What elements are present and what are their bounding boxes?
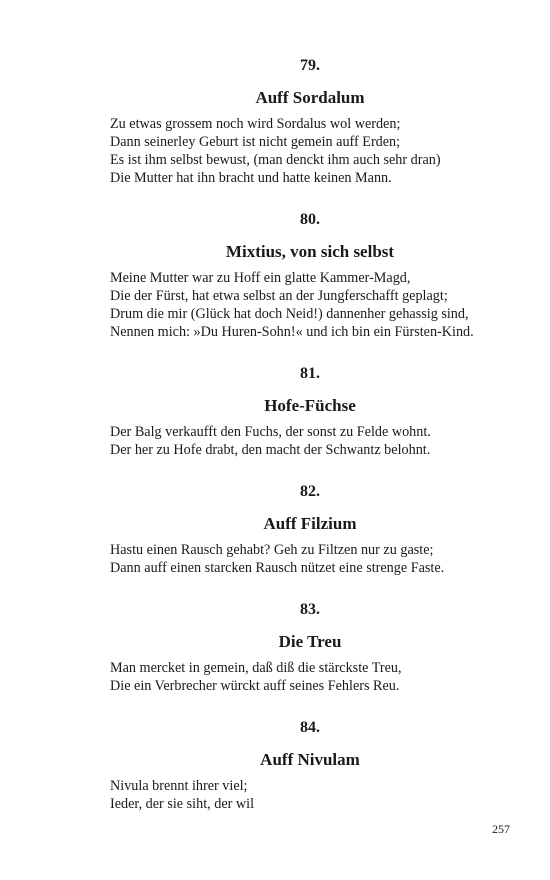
page-number: 257 — [492, 822, 510, 836]
poem-line: Hastu einen Rausch gehabt? Geh zu Filtzen nur zu gaste; — [110, 542, 434, 558]
poem-line: Der Balg verkaufft den Fuchs, der sonst zu Felde wohnt. — [110, 424, 431, 440]
poem-lines — [110, 423, 510, 459]
poem-title: Auff Sordalum — [255, 88, 365, 107]
poem-line: Meine Mutter war zu Hoff ein glatte Kammer-Magd, — [110, 270, 411, 286]
poem-80 — [110, 210, 510, 341]
poem-line: Nivula brennt ihrer viel; — [110, 778, 248, 794]
poem-lines — [110, 659, 510, 695]
poem-line: Zu etwas grossem noch wird Sordalus wol werden; — [110, 116, 401, 132]
poem-title: Hofe-Füchse — [264, 396, 356, 415]
poem-line: Die Mutter hat ihn bracht und hatte keinen Mann. — [110, 170, 392, 186]
poem-line: Der her zu Hofe drabt, den macht der Schwantz belohnt. — [110, 442, 431, 458]
poem-title: Die Treu — [278, 632, 342, 651]
poem-line: Drum die mir (Glück hat doch Neid!) dannenher gehassig sind, — [110, 306, 469, 322]
poem-line: Nennen mich: »Du Huren-Sohn!« und ich bin ein Fürsten-Kind. — [110, 324, 474, 340]
poem-line: Man mercket in gemein, daß diß die stärckste Treu, — [110, 660, 402, 676]
page-content — [110, 56, 510, 813]
poem-number: 80. — [300, 211, 320, 228]
poem-81 — [110, 364, 510, 459]
poem-line: Dann auff einen starcken Rausch nützet eine strenge Faste. — [110, 560, 445, 576]
poem-84 — [110, 718, 510, 813]
poem-83 — [110, 600, 510, 695]
poem-82 — [110, 482, 510, 577]
poem-lines — [110, 115, 510, 187]
poem-number: 84. — [300, 719, 320, 736]
poem-line: Es ist ihm selbst bewust, (man denckt ihm auch sehr dran) — [110, 152, 441, 168]
poem-number: 81. — [300, 365, 320, 382]
poem-line: Die ein Verbrecher würckt auff seines Fehlers Reu. — [110, 678, 400, 694]
poem-title: Auff Filzium — [263, 514, 357, 533]
poem-lines — [110, 269, 510, 341]
poem-line: Dann seinerley Geburt ist nicht gemein auff Erden; — [110, 134, 401, 150]
poem-lines — [110, 777, 510, 813]
poem-title: Auff Nivulam — [260, 750, 360, 769]
poem-title: Mixtius, von sich selbst — [225, 242, 395, 261]
poem-number: 83. — [300, 601, 320, 618]
poem-79 — [110, 56, 510, 187]
poem-number: 82. — [300, 483, 320, 500]
poem-line: Die der Fürst, hat etwa selbst an der Jungferschafft geplagt; — [110, 288, 448, 304]
poem-number: 79. — [300, 57, 320, 74]
poem-line: Ieder, der sie siht, der wil — [110, 796, 255, 812]
poem-lines — [110, 541, 510, 577]
